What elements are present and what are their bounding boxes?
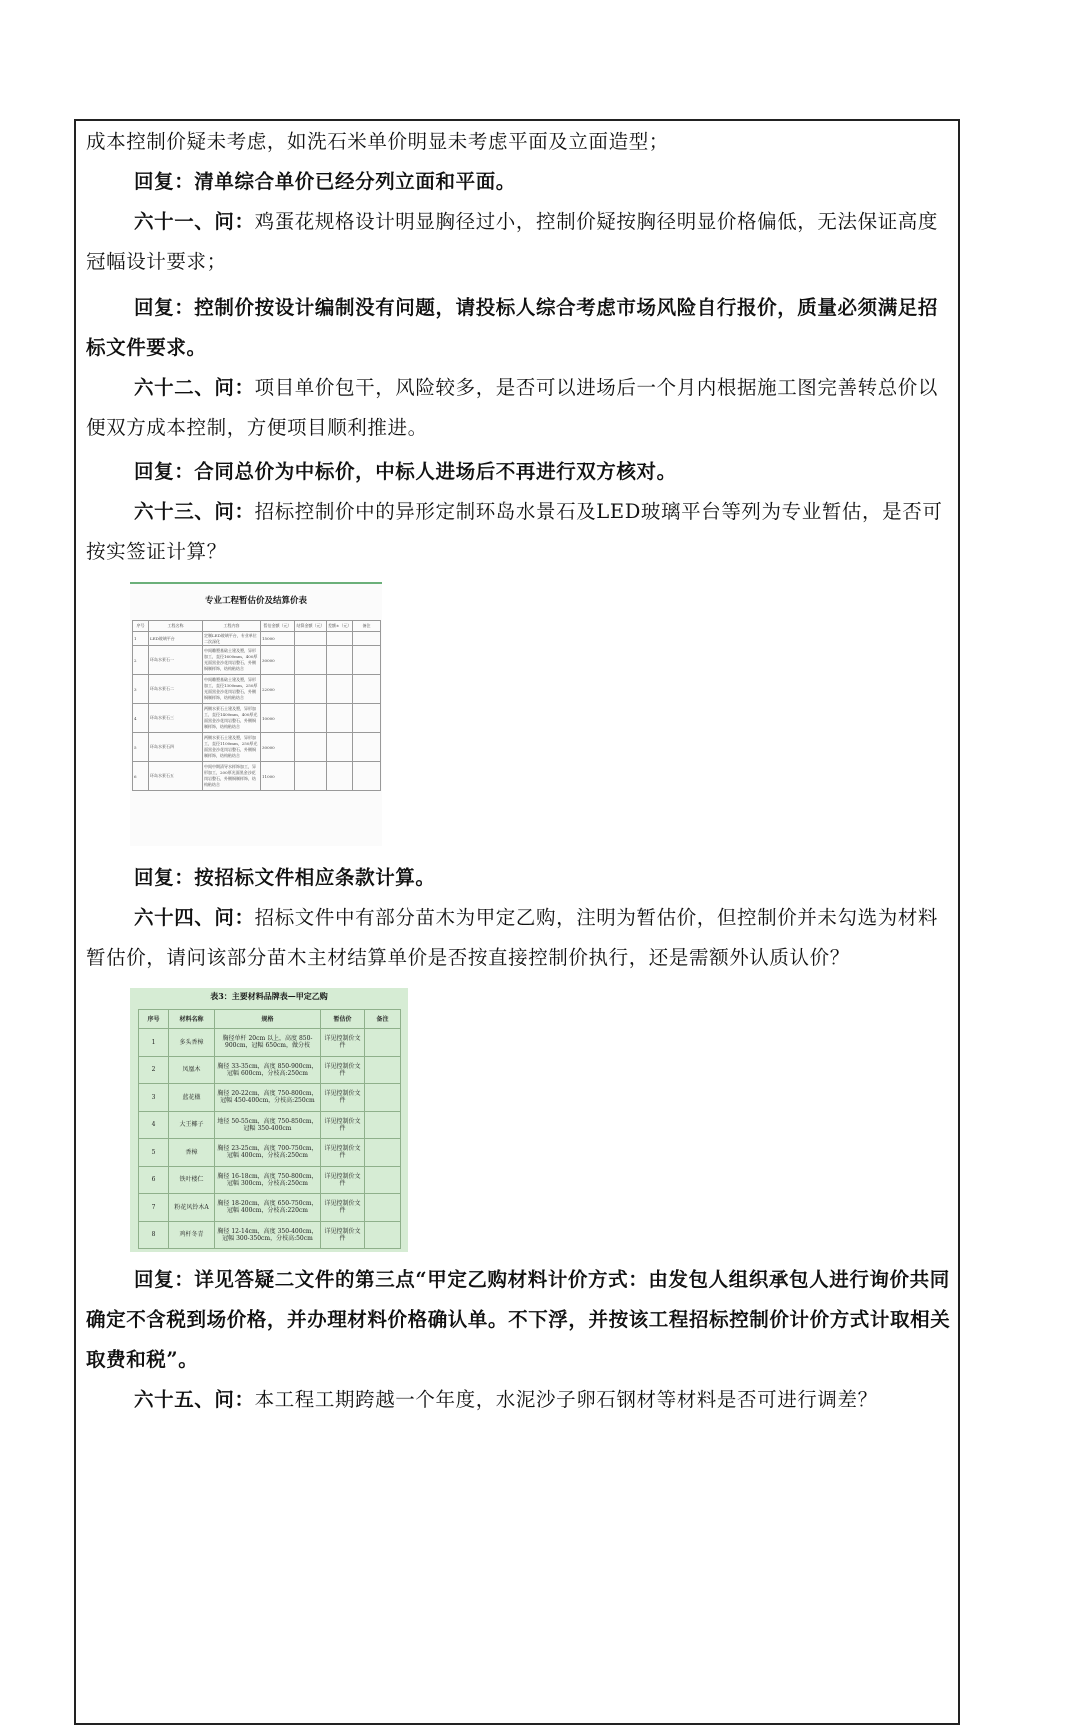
table-cell: 蓝花楹 (169, 1084, 215, 1112)
table-row (133, 646, 381, 675)
table-cell: 5 (139, 1139, 169, 1167)
table-cell: 30000 (261, 646, 295, 675)
document-content (86, 122, 952, 1420)
table-cell: 胸径 23-25cm，高度 700-750cm，冠幅 400cm，分枝高:250cm (215, 1139, 321, 1167)
table-cell: 胸径 20-22cm，高度 750-800cm，冠幅 450-400cm，分枝高:250cm (215, 1084, 321, 1112)
table-cell-empty (365, 1221, 401, 1249)
table-cell: 详见控制价文件 (321, 1056, 365, 1084)
table-cell-empty (295, 704, 327, 733)
table-row (133, 704, 381, 733)
table-cell: 11000 (261, 762, 295, 791)
table-cell-empty (327, 733, 353, 762)
table-cell: 6 (139, 1166, 169, 1194)
table-header-cell: 差额±（元） (327, 621, 353, 632)
table-cell: 6 (133, 762, 149, 791)
table-cell: 3 (133, 675, 149, 704)
table-cell: 粉花风铃木A (169, 1194, 215, 1222)
table-cell: 大王椰子 (169, 1111, 215, 1139)
table-cell: 5 (133, 733, 149, 762)
reply-62: 回复：合同总价为中标价，中标人进场后不再进行双方核对。 (134, 460, 677, 483)
question-text: 招标控制价中的异形定制环岛水景石及LED玻璃平台等列为专业暂估，是否可按实签证计算？ (86, 500, 943, 563)
table-cell: 胸径 16-18cm，高度 750-800cm，冠幅 300cm，分枝高:250cm (215, 1166, 321, 1194)
table-cell: 2 (139, 1056, 169, 1084)
table-cell-empty (353, 704, 381, 733)
table-cell-empty (353, 646, 381, 675)
table-cell: 中间雕塑基础土建及塑，异形加工，直径1300mm，250厚光面黑金沙花岗岩整石，外侧铜制样饰，结构粘结合 (203, 675, 261, 704)
material-brand-table (138, 1009, 401, 1249)
table-header-cell: 备注 (365, 1010, 401, 1029)
table-cell: 中间雕塑基础土建及塑，异形加工，直径1600mm，400厚光面黑金沙花岗岩整石，外侧铜制样饰，结构粘结合 (203, 646, 261, 675)
table-header-cell: 规格 (215, 1010, 321, 1029)
table-cell: 详见控制价文件 (321, 1111, 365, 1139)
table-cell: 铁叶楼仁 (169, 1166, 215, 1194)
table-cell: 15000 (261, 632, 295, 646)
table-cell-empty (365, 1084, 401, 1112)
table-cell: 两侧水景石土建及塑，异形加工，直径1100mm，250厚光面黑金沙花岗岩整石，外侧铜制样饰，结构粘结合 (203, 733, 261, 762)
table-header-cell: 材料名称 (169, 1010, 215, 1029)
table-cell: 环岛水景石一 (149, 646, 203, 675)
provisional-sum-table (132, 620, 381, 791)
table-cell: 胸径单杆 20cm 以上，高度 850-900cm，冠幅 650cm，做分枝 (215, 1029, 321, 1057)
table-row (133, 675, 381, 704)
table-row (139, 1166, 401, 1194)
table-cell: 详见控制价文件 (321, 1221, 365, 1249)
table-cell: 鸡杆冬青 (169, 1221, 215, 1249)
question-label: 六十二、问： (134, 376, 255, 399)
table-cell: 22000 (261, 675, 295, 704)
table-header-cell: 结算金额（元） (295, 621, 327, 632)
question-63 (86, 492, 952, 572)
table-cell-empty (353, 675, 381, 704)
table-header-cell: 备注 (353, 621, 381, 632)
table-cell: 胸径 33-35cm，高度 850-900cm，冠幅 600cm，分枝高:250cm (215, 1056, 321, 1084)
question-text: 本工程工期跨越一个年度，水泥沙子卵石钢材等材料是否可进行调差？ (254, 1388, 878, 1411)
table-cell: 多头香樟 (169, 1029, 215, 1057)
table-cell: 地径 50-55cm，高度 750-850cm，冠幅 350-400cm (215, 1111, 321, 1139)
question-62 (86, 368, 952, 448)
table-cell: 4 (139, 1111, 169, 1139)
table-cell: 30000 (261, 733, 295, 762)
table-cell: 3 (139, 1084, 169, 1112)
question-61 (86, 202, 952, 282)
question-64 (86, 898, 952, 978)
table-cell: 详见控制价文件 (321, 1139, 365, 1167)
table-row (133, 762, 381, 791)
question-label: 六十三、问： (134, 500, 255, 523)
table-cell: 胸径 12-14cm，高度 350-400cm，冠幅 300-350cm，分枝高:50cm (215, 1221, 321, 1249)
table-cell-empty (327, 704, 353, 733)
table-cell: 中间中期清导水样饰加工，异形加工，200厚光面黑金沙花岗岩整石，外侧铜制样饰，结构粘结合 (203, 762, 261, 791)
table-cell: 详见控制价文件 (321, 1194, 365, 1222)
question-label: 六十五、问： (134, 1388, 255, 1411)
table-cell-empty (295, 632, 327, 646)
table-title: 专业工程暂估价及结算价表 (204, 596, 307, 606)
table-cell: 两侧水景石土建及塑，异形加工，直径1400mm，400厚光面黑金沙花岗岩整石，外侧铜制样饰，结构粘结合 (203, 704, 261, 733)
table-cell-empty (365, 1194, 401, 1222)
table-row (139, 1194, 401, 1222)
question-label: 六十一、问： (134, 210, 255, 233)
table-cell: 2 (133, 646, 149, 675)
table-cell: 10000 (261, 704, 295, 733)
table-cell-empty (353, 762, 381, 791)
table-header-cell: 暂估金额（元） (261, 621, 295, 632)
question-text: 项目单价包干，风险较多，是否可以进场后一个月内根据施工图完善转总价以便双方成本控制，方便项目顺利推进。 (86, 376, 939, 439)
table-row (139, 1111, 401, 1139)
question-65 (86, 1380, 952, 1420)
table-cell: 凤凰木 (169, 1056, 215, 1084)
reply-60: 回复：清单综合单价已经分列立面和平面。 (134, 170, 516, 193)
question-label: 六十四、问： (134, 906, 255, 929)
table-cell-empty (353, 733, 381, 762)
table-cell-empty (295, 733, 327, 762)
provisional-sum-table-image (130, 582, 382, 846)
table-cell: 详见控制价文件 (321, 1166, 365, 1194)
table-cell: 4 (133, 704, 149, 733)
table-cell: 定制LED玻璃平台，专业单位二次深化 (203, 632, 261, 646)
table-cell-empty (365, 1111, 401, 1139)
table-cell-empty (365, 1166, 401, 1194)
table-title: 表3：主要材料品牌表—甲定乙购 (210, 991, 328, 1001)
table-cell-empty (327, 646, 353, 675)
table-cell: 胸径 18-20cm，高度 650-750cm，冠幅 400cm，分枝高:220cm (215, 1194, 321, 1222)
reply-61: 回复：控制价按设计编制没有问题，请投标人综合考虑市场风险自行报价，质量必须满足招标文件要求。 (86, 296, 939, 359)
table-header-cell: 序号 (139, 1010, 169, 1029)
table-cell-empty (327, 675, 353, 704)
table-row (139, 1221, 401, 1249)
table-cell-empty (365, 1029, 401, 1057)
table-row (139, 1084, 401, 1112)
table-cell-empty (295, 675, 327, 704)
table-cell-empty (327, 762, 353, 791)
table-cell: 环岛水景石五 (149, 762, 203, 791)
table-cell-empty (295, 762, 327, 791)
table-cell: LED玻璃平台 (149, 632, 203, 646)
table-cell-empty (295, 646, 327, 675)
table-cell-empty (327, 632, 353, 646)
table-cell: 详见控制价文件 (321, 1029, 365, 1057)
table-cell-empty (353, 632, 381, 646)
table-row (133, 632, 381, 646)
reply-63: 回复：按招标文件相应条款计算。 (134, 866, 436, 889)
table-cell: 香樟 (169, 1139, 215, 1167)
table-cell: 7 (139, 1194, 169, 1222)
table-cell: 环岛水景石二 (149, 675, 203, 704)
table-cell: 环岛水景石三 (149, 704, 203, 733)
table-header-cell: 序号 (133, 621, 149, 632)
question-text: 招标文件中有部分苗木为甲定乙购，注明为暂估价，但控制价并未勾选为材料暂估价，请问该部分苗木主材结算单价是否按直接控制价执行，还是需额外认质认价？ (86, 906, 939, 969)
table-row (133, 733, 381, 762)
table-header-cell: 工程名称 (149, 621, 203, 632)
paragraph-q60-continued: 成本控制价疑未考虑，如洗石米单价明显未考虑平面及立面造型； (86, 130, 669, 153)
question-text: 鸡蛋花规格设计明显胸径过小，控制价疑按胸径明显价格偏低，无法保证高度冠幅设计要求； (86, 210, 939, 273)
table-cell-empty (365, 1139, 401, 1167)
table-cell-empty (365, 1056, 401, 1084)
table-cell: 环岛水景石四 (149, 733, 203, 762)
table-cell: 1 (133, 632, 149, 646)
reply-64: 回复：详见答疑二文件的第三点“甲定乙购材料计价方式：由发包人组织承包人进行询价共同确定不含税到场价格，并办理材料价格确认单。不下浮，并按该工程招标控制价计价方式计取相关取费和税”。 (86, 1268, 951, 1371)
table-row (139, 1056, 401, 1084)
table-cell: 1 (139, 1029, 169, 1057)
table-header-cell: 暂估价 (321, 1010, 365, 1029)
material-brand-table-image (130, 988, 408, 1252)
table-row (139, 1029, 401, 1057)
table-row (139, 1139, 401, 1167)
table-cell: 详见控制价文件 (321, 1084, 365, 1112)
table-header-cell: 工程内容 (203, 621, 261, 632)
table-subtitle (130, 609, 382, 614)
table-cell: 8 (139, 1221, 169, 1249)
